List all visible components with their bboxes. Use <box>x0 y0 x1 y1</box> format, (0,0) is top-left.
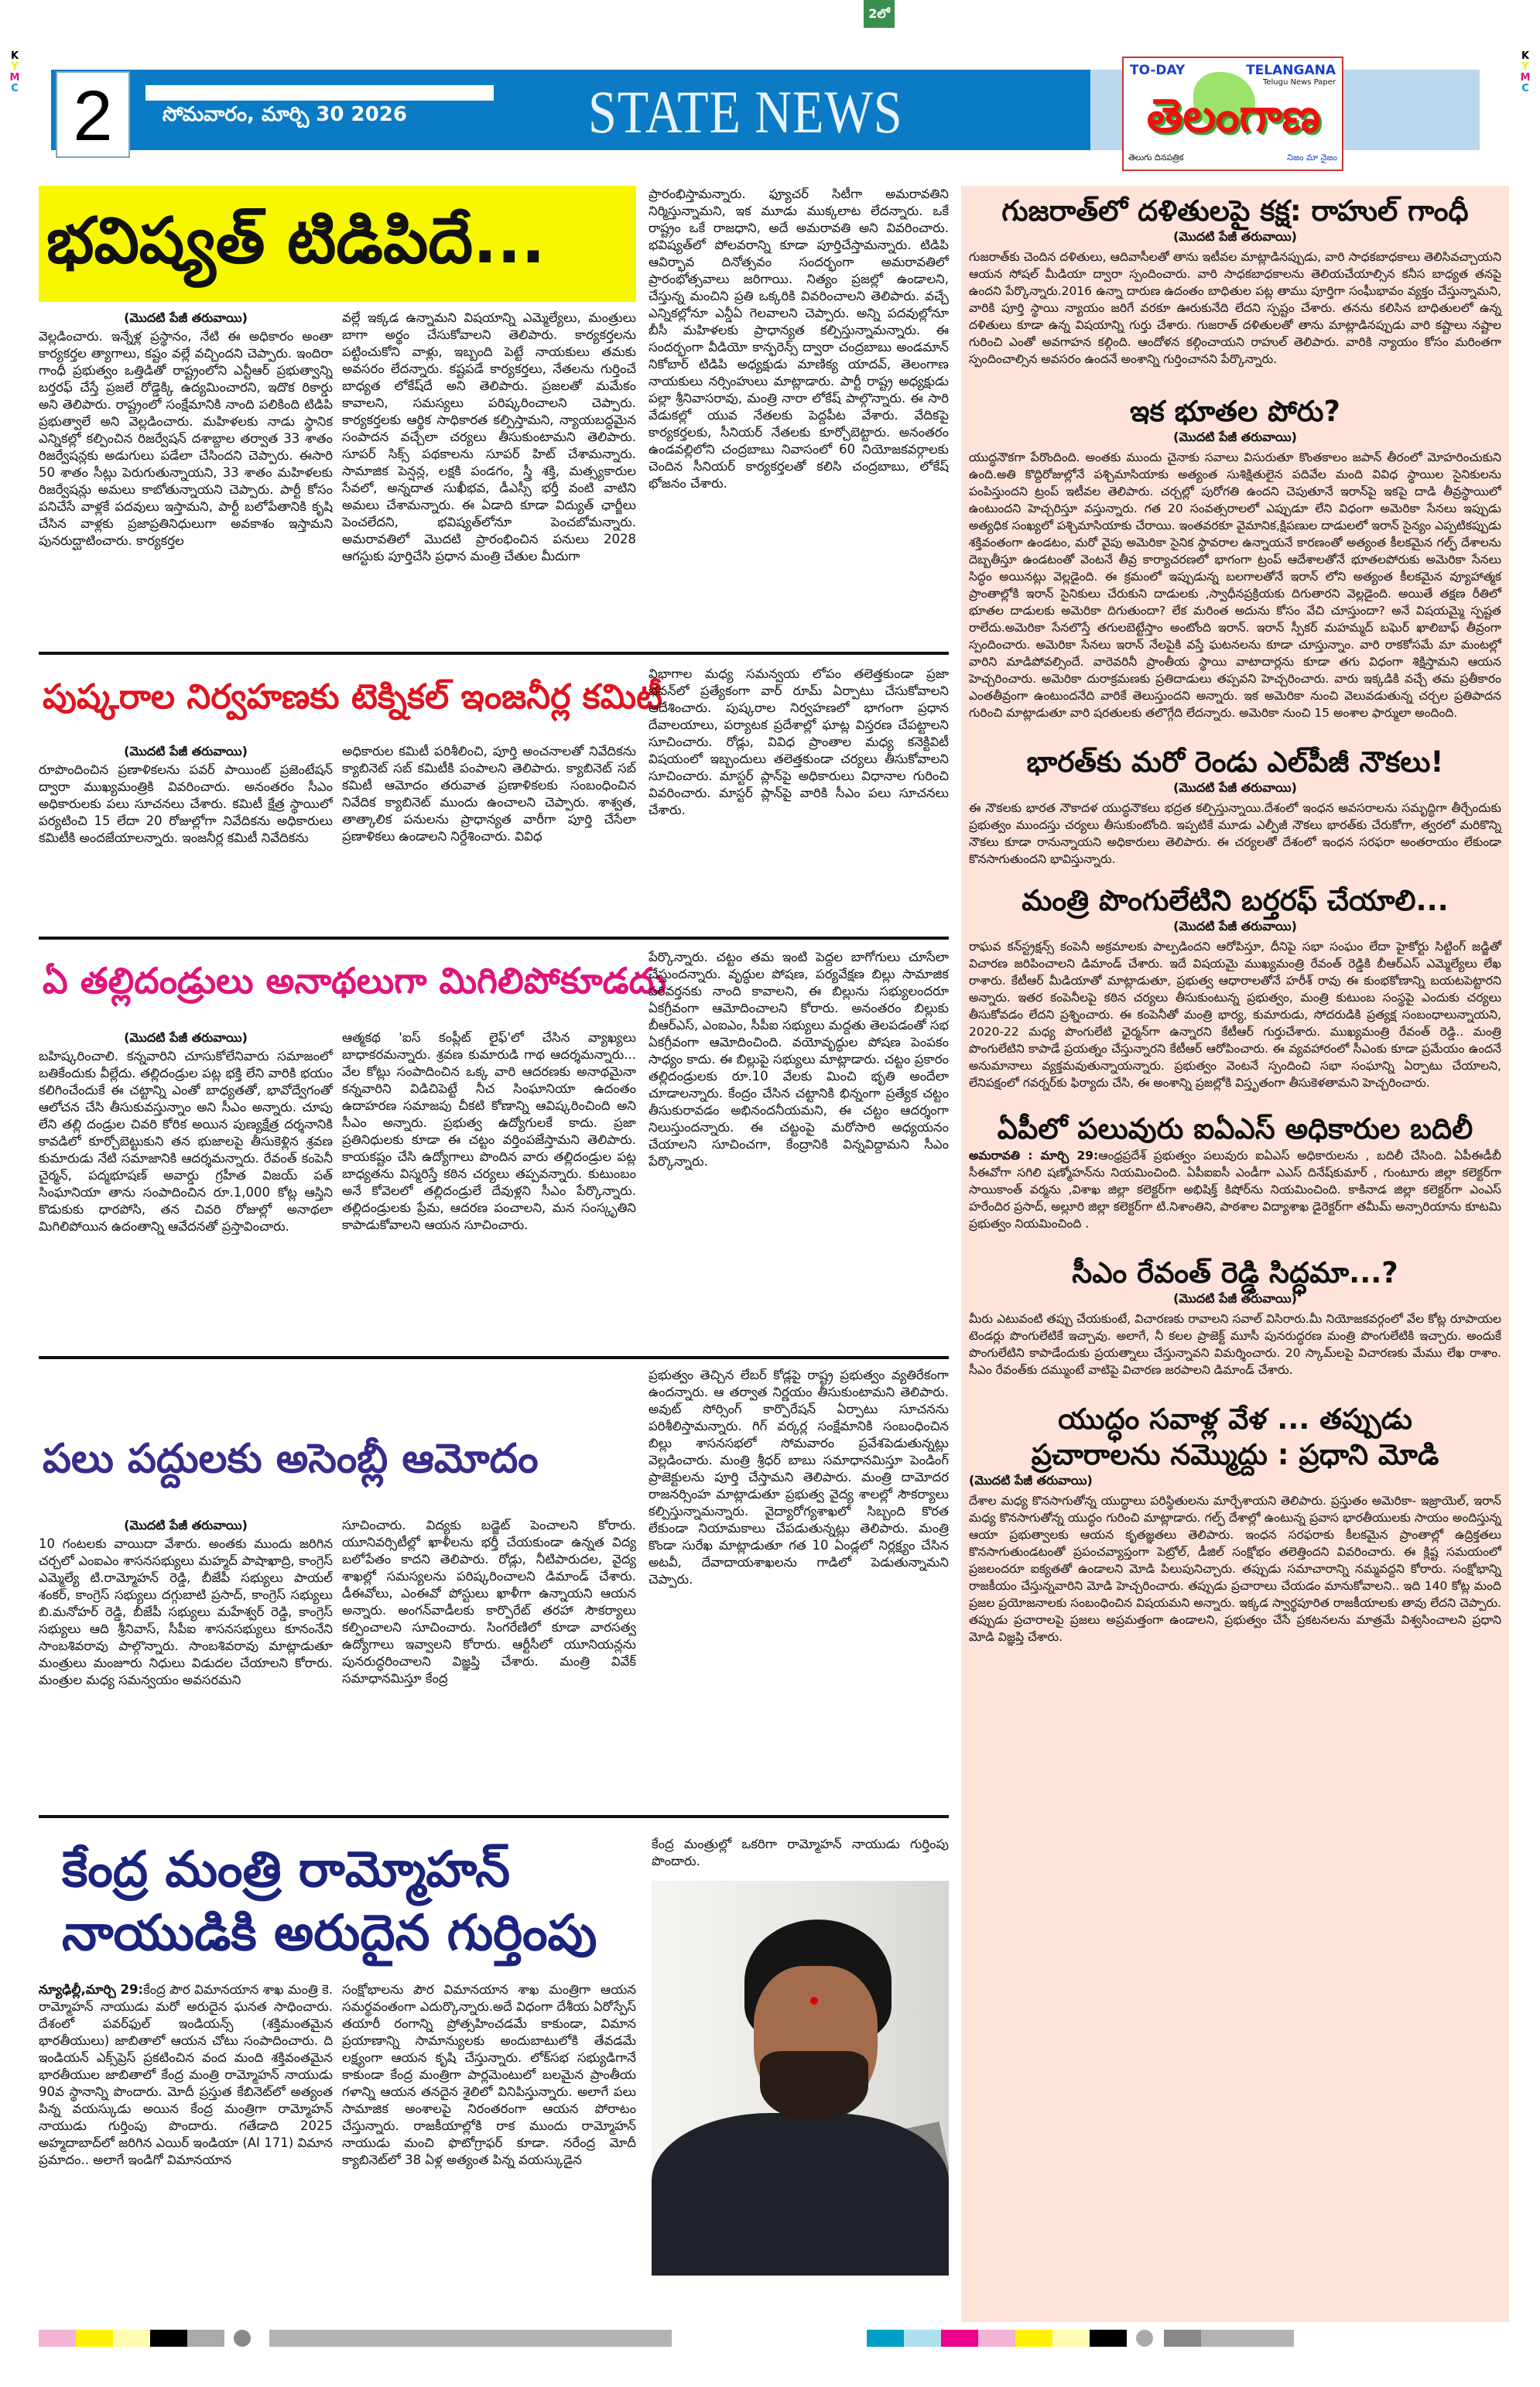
continued-label: (మొదటి పేజీ తరువాయి) <box>1173 430 1297 444</box>
article-column: వల్లే ఇక్కడ ఉన్నామని విషయాన్ని ఎమ్మెల్యేలు, మంత్రులు బాగా అర్థం చేసుకోవాలని తెలిపారు. కార్యకర్తలను పట్టించుకోని వాళ్లు, ఇబ్బంది పెట్టే నాయకులు తమకు అవసరం లేదన్నారు. కష్టపడే కార్యకర్తలు, నేతలను గుర్తించే బాధ్యత లోకేష్‌దే అని తెలిపారు. ప్రజలతో మమేకం కావాలని, సమస్యలు పరిష్కరించాలని చెప్పారు. కార్యకర్తలకు ఆర్థిక సాధికారత కల్పిస్తామని, న్యాయబద్ధమైన సంపాదన వచ్చేలా చర్యలు తీసుకుంటామని తెలిపారు. సూపర్ సిక్స్ పథకాలను సూపర్ హిట్ చేశామన్నారు. సామాజిక పెన్షన్ల, లక్షకి పండగం, స్త్రీ శక్తి, మత్స్యకారుల సేవలో, అన్నదాత సుఖీభవ, డీఎస్సీ భర్తీ వంటి వాటిని అమలు చేశామన్నారు. ఈ ఏడాది కూడా విద్యుత్ ఛార్జీలు పెంచలేదని, భవిష్యత్‌లోనూ పెంచబోమన్నారు. అమరావతిలో మొదటి ప్రారంభించిన పనులు 2028 ఆగస్టుకు పూర్తిచేసి ప్రధాన మంత్రి చేతుల మీదుగా <box>342 310 636 563</box>
color-swatch <box>1015 2330 1052 2347</box>
color-swatch <box>150 2330 187 2347</box>
color-swatch <box>113 2330 150 2347</box>
divider <box>39 652 949 655</box>
continued-label: (మొదటి పేజీ తరువాయి) <box>1173 780 1297 795</box>
sidebar-headline: సీఎం రేవంత్ రెడ్డి సిద్ధమా...? <box>1072 1256 1398 1289</box>
color-swatch <box>39 2330 76 2347</box>
sidebar-article <box>969 1111 1501 1232</box>
logo-footer-right: నిజం మా నైజం <box>1287 152 1337 163</box>
date-strip <box>145 85 494 101</box>
sidebar-article <box>969 394 1501 721</box>
article-column: ప్రభుత్వం తెచ్చిన లేబర్ కోడ్లపై రాష్ట్ర ప్రభుత్వం వ్యతిరేకంగా ఉందన్నారు. ఆ తర్వాత నిర్ణయం తీసుకుంటామని తెలిపారు. అవుట్ సోర్సింగ్ కార్పొరేషన్ ఏర్పాటు సూచనను పరిశీలిస్తామన్నారు. గిగ్ వర్కర్ల సంక్షేమానికి సంబంధించిన బిల్లు శాసనసభలో సోమవారం ప్రవేశపెడుతున్నట్లు వెల్లడించారు. మంత్రి శ్రీధర్ బాబు సమాధానమిస్తూ పెండింగ్ ప్రాజెక్టులను పూర్తి చేస్తామని తెలిపారు. మంత్రి దామోదర రాజనర్సింహ మాట్లాడుతూ ప్రభుత్వ వైద్య శాలల్లో సౌకర్యాలు కల్పిస్తున్నామన్నారు. వైద్యారోగ్యశాఖలో సిబ్బంది కొరత లేకుండా నియామకాలు చేపడుతున్నట్లు తెలిపారు. మంత్రి కొండా సురేఖ మాట్లాడుతూ గత 10 ఏండ్లలో నిర్లక్ష్యం చేసిన అటవీ, దేవాదాయశాఖలను గాడిలో పెడుతున్నామని చెప్పారు. <box>649 1368 949 1587</box>
page-number: 2 <box>56 71 130 158</box>
logo-name: తెలంగాణ <box>1146 89 1321 143</box>
article-column: సూచించారు. విద్యకు బడ్జెట్ పెంచాలని కోరారు. యూనివర్సిటీల్లో ఖాళీలను భర్తీ చేయకుండా ఉన్నత విద్య బలోపేతం కాదని తెలిపారు. రోడ్లు, నీటిపారుదల, వైద్య శాఖల్లో సమస్యలను పరిష్కరించాలని డిమాండ్ చేశారు. డీఈవోలు, ఎంఈవో పోస్టులు ఖాళీగా ఉన్నాయని ఆయన అన్నారు. అంగన్‌వాడీలకు కార్పొరేట్ తరహా సౌకర్యాలు కల్పించాలని సూచించారు. సింగరేణిలో కూడా వారసత్వ ఉద్యోగాలు ఇవ్వాలని కోరారు. ఆర్టీసీలో యూనియన్లను పునరుద్ధరించాలని విజ్ఞప్తి చేశారు. మంత్రి వివేక్ సమాధానమిస్తూ కేంద్ర <box>342 1518 636 1686</box>
page-tag: 2లో <box>864 0 895 28</box>
sidebar-article <box>969 1402 1501 1646</box>
continued-label: (మొదటి పేజీ తరువాయి) <box>969 1473 1093 1488</box>
color-swatch <box>234 2330 251 2347</box>
article-column: ప్రారంభిస్తామన్నారు. ఫ్యూచర్ సిటీగా అమరావతిని నిర్మిస్తున్నామని, ఇక మూడు ముక్కలాట లేదన్నారు. ఒకే రాష్ట్రం ఒకే రాజధాని, అదే అమరావతి అని వివరించారు. భవిష్యత్‌లో పోలవరాన్ని కూడా పూర్తిచేస్తామన్నారు. టిడిపి ఆవిర్భావ దినోత్సవం సందర్భంగా అమరావతిలో ప్రారంభోత్సవాలు జరిగాయి. నిత్యం ప్రజల్లో ఉండాలని, చేస్తున్న మంచిని ప్రతి ఒక్కరికి వివరించాలని తెలిపారు. వచ్చే ఎన్నికల్లోనూ ఎన్డీఏ గెలవాలని చెప్పారు. అన్ని పదవుల్లోనూ బీసీ మహిళలకు ప్రాధాన్యత కల్పిస్తున్నామన్నారు. ఈ సందర్భంగా వీడియో కాన్ఫరెన్స్ ద్వారా చంద్రబాబు అండమాన్ నికోబార్ టిడిపి అధ్యక్షుడు మాణిక్య యాదవ్, తెలంగాణ నాయకులు నర్సింహులు మాట్లాడారు. పార్టీ రాష్ట్ర అధ్యక్షుడు పల్లా శ్రీనివాసరావు, మంత్రి నారా లోకేష్ పాల్గొన్నారు. ఈ సారి వేడుకల్లో యువ నేతలకు పెద్దపీట వేశారు. వేదికపై కార్యకర్తలకు, సీనియర్ నేతలకు కూర్చోబెట్టారు. అనంతరం ఉండవల్లిలోని చంద్రబాబు నివాసంలో 60 నియోజకవర్గాలకు చెందిన సీనియర్ కార్యకర్తలతో కలిసి చంద్రబాబు, లోకేష్ భోజనం చేశారు. <box>649 187 949 491</box>
sidebar-body: యుద్ధనౌకగా పేరొందింది. అంతకు ముందు చైనాకు సవాలు విసురుతూ కొంతకాలం జపాన్ తీరంలో మోహరించుకుని ఉంది.అతి కొద్దిరోజుల్లోనే పశ్చిమాసియాకు అత్యంత సుశిక్షితులైన పదివేల మంది వివిధ స్థాయిల సైనికులను పంపిస్తుందని ట్రంప్ ఇటీవల తెలిపారు. చర్చల్లో పురోగతి ఉందని చెపుతూనే ఇరాన్‌పై ఇకపై దాడి తీవ్రస్థాయిలో ఉంటుందని హెచ్చరిస్తూ వస్తున్నారు. గత 20 సంవత్సరాలలో ఎప్పుడూ లేని విధంగా అమెరికా సేనలు ఇప్పుడు అత్యధిక సంఖ్యలో పశ్చిమాసియాకు చేరాయి. ఇంతవరకూ వైమానిక,క్షిపణుల దాడులలో ఇరాన్ సైన్యం ఎప్పటికప్పుడు శక్తివంతంగా ఉండటం, మరో వైపు అమెరికా సైనిక స్థావరాల ఉన్నాయనే కారణంతో అత్యంత కీలకమైన గల్ఫ్ దేశాలను దెబ్బతీస్తూ ఉండటంతో వెంటనే తీవ్ర కార్యాచరణలో భాగంగా ట్రంప్ ఆదేశాలతోనే భూతలపోరుకు అమెరికా సేనలు సిద్ధం అయినట్లు వెల్లడైంది. ఈ క్రమంలో ఇప్పుడున్న బలగాలతోనే ఇరాన్ లోని అత్యంత కీలకమైన వ్యూహాత్మక ప్రాంతాల్లోకి ఇరాన్ సైనికులు చేరుకుని దాడులకు ,స్వాధీనప్రక్రియకు దిగుతారని వెల్లడైంది. అయితే తక్షణ రీతిలో భూతల దాడులకు అమెరికా దిగుతుందా? లేక మరింత అదును కోసం వేచి చూస్తుందా? అనే విషయమ్మై స్పష్టత రాలేదు.అమెరికా సేనలొస్తే తగులబెట్టేస్తాం అంటోంది ఇరాన్. ఇరాన్ స్పీకర్ మహమ్మద్ బఘెర్ ఖాలిబాఫ్ తీవ్రంగా స్పందించారు. అమెరికా సేనలు ఇరాన్ నేలపైకి వస్తే ఘటనలను కూడా చూస్తున్నాం. వారి రాకకోసమే మా మంటల్లో వారిని మాడిపోవల్సిందే. వారెవరినీ ప్రాంతీయ స్థాయి వాటాదార్లను కూడా తగు విధంగా శిక్షిస్తామని ఆయన హెచ్చరించారు. అమెరికా దురాక్రమణకు ప్రతిదాడులు తప్పవని హెచ్చరించారు. వారు ఇక్కడికి వచ్చే తమ ప్రతీకారం ఎంతతీవ్రంగా ఉంటుందనేది వారికే తెలుస్తుందని అన్నారు. ఇక అమెరికా నుంచి వెలువడుతున్న చర్చల ప్రతిపాదన గురించి మాట్లాడుతూ వారి షరతులకు తలొగ్గేది లేదన్నారు. అమెరికా నుంచి 15 అంశాల ఫార్ములా అందింది. <box>969 450 1501 720</box>
color-swatch <box>1136 2330 1153 2347</box>
color-swatch <box>1164 2330 1201 2347</box>
dateline: న్యూఢిల్లీ,మార్చి 29: <box>39 1982 144 1997</box>
continued-label: (మొదటి పేజీ తరువాయి) <box>124 1030 248 1045</box>
cmyk-marks-left: K Y M C <box>9 50 20 94</box>
headline-rammohan: కేంద్ర మంత్రి రామ్మోహన్ నాయుడికి అరుదైన గుర్తింపు <box>62 1841 597 1962</box>
article-column: (మొదటి పేజీ తరువాయి) వెల్లడించారు. ఇన్నేళ్ల ప్రస్థానం, నేటి ఈ అధికారం అంతా కార్యకర్తల త్యాగాలు, కష్టం వల్లే వచ్చిందని చెప్పారు. ఇందిరా గాంధీ ప్రభుత్వం ఒత్తిడితో రాష్ట్రంలోని ఎన్టీఆర్ ప్రభుత్వాన్ని బర్తరఫ్ చేస్తే ప్రజలే రోడ్డెక్కి ఉద్యమించారని, ఇదొక రికార్డు అని తెలిపారు. రాష్ట్రంలో సంక్షేమానికి నాంది పలికింది టిడిపి ప్రభుత్వాలే అని వెల్లడించారు. మహిళలకు నాడు స్థానిక ఎన్నికల్లో కల్పించిన రిజర్వేషన్ దశాబ్దాల తర్వాత 33 శాతం రిజర్వేషన్లకు అడుగులు పడేలా చేసిందని చెప్పారు. ఈసారి 50 శాతం సీట్లు పెరుగుతున్నాయని, 33 శాతం మహిళలకు రిజర్వేషన్లు అమలు కాబోతున్నాయని చెప్పారు. పార్టీ కోసం పనిచేసే వాళ్లకే పదవులు ఇస్తామని, పార్టీ బలోపేతానికి కృషి చేసిన వాళ్లకు ప్రజాప్రతినిధులుగా అవకాశం ఇస్తామని పునరుద్ఘాటించారు. కార్యకర్తల <box>39 310 333 548</box>
color-swatch <box>1090 2330 1127 2347</box>
color-swatch <box>904 2330 941 2347</box>
section-title: STATE NEWS <box>588 78 903 146</box>
article-column: అధికారుల కమిటీ పరిశీలించి, పూర్తి అంచనాలతో నివేదికను క్యాబినెట్ సబ్ కమిటీకి పంపాలని తెలిపారు. క్యాబినెట్ సబ్ కమిటీ ఆమోదం తరువాత ప్రణాళికలకు సంబంధించిన నివేదిక క్యాబినెట్ ముందు ఉంచాలని చెప్పారు. శాశ్వత, తాత్కాలిక పనులను ప్రాధాన్యత వారీగా పూర్తి చేసేలా ప్రణాళికలు ఉండాలని నిర్దేశించారు. వివిధ <box>342 744 636 844</box>
color-swatch <box>187 2330 224 2347</box>
sidebar-body: దేశాల మధ్య కొనసాగుతోన్న యుద్ధాలు పరిస్థితులను మార్చేశాయని తెలిపారు. ప్రస్తుతం అమెరికా- ఇజ్రాయెల్, ఇరాన్ మధ్య కొనసాగుతోన్న యుద్ధం గురించి మాట్లాడారు. గల్ఫ్ దేశాల్లో ఉంటున్న ప్రవాస భారతీయులకు సాయం అందిస్తున్న ఆయా ప్రభుత్వాలకు ఆయన కృతజ్ఞతలు తెలిపారు. ఇంధన సరఫరాకు కీలకమైన ప్రాంతాల్లో ఉద్రిక్తతలు కొనసాగుతుండటంతో ప్రపంచవ్యాప్తంగా పెట్రోల్, డీజిల్ సంక్షోభం తలెత్తిందని వివరించారు. ఈ క్లిష్ట సమయంలో ప్రజలందరూ ఐక్యతతో ఉండాలని మోడి పిలుపునిచ్చారు. తప్పుడు సమాచారాన్ని నమ్మవద్దని కోరారు. సంక్షోభాన్ని రాజకీయం చేస్తున్నవారిని మోడి హెచ్చరించారు. తప్పుడు ప్రచారాలు చేయడం మానుకోవాలని.. ఇది 140 కోట్ల మంది ప్రజల ప్రయోజనాలకు సంబంధించిన విషయమని అన్నారు. ఇక్కడ స్వార్థపూరిత రాజకీయాలకు తావు లేదని చెప్పారు. తప్పుడు ప్రచారాలపై ప్రజలు అప్రమత్తంగా ఉండాలని, ప్రభుత్వం చేసే ప్రకటనలను మాత్రమే విశ్వసించాలని ప్రధాని మోడి విజ్ఞప్తి చేశారు. <box>969 1494 1501 1644</box>
divider <box>39 937 949 940</box>
logo-telangana: TELANGANA <box>1246 63 1336 78</box>
article-column: విభాగాల మధ్య సమన్వయ లోపం తలెత్తకుండా ప్రజా భవన్‌లో ప్రత్యేకంగా వార్ రూమ్ ఏర్పాటు చేసుకోవాలని ఆదేశించారు. పుష్కరాల నిర్వహణలో భాగంగా ప్రధాన దేవాలయాలు, పర్యాటక ప్రదేశాల్లో ఘాట్ల విస్తరణ చేపట్టాలని సూచించారు. రోడ్లు, వివిధ ప్రాంతాల మధ్య కనెక్టివిటీ విషయంలో ఇబ్బందులు తలెత్తకుండా చర్యలు తీసుకోవాలని సూచించారు. మాస్టర్ ప్లాన్‌పై అధికారులు విధానాల గురించి వివరించారు. మాస్టర్ ప్లాన్‌పై వారికి సీఎం పలు సూచనలు చేశారు. <box>649 666 949 817</box>
color-swatch <box>978 2330 1015 2347</box>
sidebar-headline: మంత్రి పొంగులేటిని బర్తరఫ్ చేయాలి... <box>1022 884 1449 917</box>
cmyk-marks-right: K Y M C <box>1520 50 1531 94</box>
color-swatch <box>1052 2330 1090 2347</box>
color-swatch <box>941 2330 978 2347</box>
headline-parents: ఏ తల్లిదండ్రులు అనాథలుగా మిగిలిపోకూడదు <box>43 960 667 1002</box>
continued-label: (మొదటి పేజీ తరువాయి) <box>124 310 248 325</box>
headline-assembly: పలు పద్దులకు అసెంబ్లీ ఆమోదం <box>43 1436 539 1482</box>
sidebar-headline: యుద్ధం సవాళ్ల వేళ ... తప్పుడు ప్రచారాలను నమ్మొద్దు : ప్రధాని మోడి <box>1031 1402 1439 1471</box>
sidebar-body: రాఘవ కన్‌స్ట్రక్షన్స్ కంపెనీ అక్రమాలకు పాల్పడిందని ఆరోపిస్తూ, దీనిపై సభా సంఘం లేదా హైకోర్టు సిట్టింగ్ జడ్జితో విచారణ జరిపించాలని డిమాండ్ చేశారు. ఇదే విషయమై ముఖ్యమంత్రి రేవంత్ రెడ్డికి బీఆర్ఎస్ ఎమ్మెల్యేలు లేఖ రాశారు. కేటీఆర్ మీడియాతో మాట్లాడుతూ, ప్రభుత్వ ఆధారాలతోనే హరీశ్ రావు ఈ కుంభకోణాన్ని బయటపెట్టారని అన్నారు. ఇతర కంపెనీలపై కఠిన చర్యలు తీసుకుంటున్న ప్రభుత్వం, మంత్రి కుటుంబ సంస్థపై ఎందుకు చర్యలు తీసుకోవడం లేదని ప్రశ్నించారు. ఈ కంపెనీతో మంత్రి భార్య, కుమారుడు, సోదరుడికి ప్రత్యక్ష సంబంధాలున్నాయని, 2020-22 మధ్య పొంగులేటి ఛైర్మన్‌గా ఉన్నారని కేటీఆర్ గుర్తుచేశారు. ముఖ్యమంత్రి రేవంత్ రెడ్డి.. మంత్రి పొంగులేటిని కాపాడే ప్రయత్నం చేస్తున్నారని కేటీఆర్ ఆరోపించారు. ఈ వ్యవహారంలో సీఎంకు కూడా ప్రమేయం ఉందనే అనుమానాలు వ్యక్తమవుతున్నాయన్నారు. ప్రభుత్వం వెంటనే స్పందించి సభా సంఘాన్ని ఏర్పాటు చేయాలని, లేనిపక్షంలో గవర్నర్‌కు ఫిర్యాదు చేసి, ఈ అంశాన్ని ప్రజల్లోకి విస్తృతంగా తీసుకెళతామని హెచ్చరించారు. <box>969 940 1501 1090</box>
sidebar-headline: భారత్‌కు మరో రెండు ఎల్‌పీజీ నౌకలు! <box>1026 745 1444 779</box>
photo-caption: కేంద్ర మంత్రుల్లో ఒకరిగా రామ్మోహన్ నాయుడు గుర్తింపు పొందారు. <box>652 1837 949 1868</box>
sidebar-articles <box>969 193 1501 1646</box>
sidebar-body: అమరావతి : మార్చి 29:ఆంధ్రప్రదేశ్ ప్రభుత్వం పలువురు ఐఏఎస్ అధికారులను , బదిలీ చేసింది. ఏపీఈడీబీ సీఈవోగా సగిలి షణ్మోహన్‌ను నియమించింది. ఏపీఐఐసీ ఎండీగా ఎఎస్ దినేష్‌కుమార్ , గుంటూరు జిల్లా కలెక్టర్‌గా సాయికాంత్ వర్మను ,విశాఖ జిల్లా కలెక్టర్‌గా అభిషిక్త్ కిషోర్‌ను నియమించింది. కాకినాడ జిల్లా కలెక్టర్‌గా ఎంఎస్ హరేందిర ప్రసాద్, అల్లూరి జిల్లా కలెక్టర్‌గా టి.నిశాంతిని, పాఠశాల విద్యాశాఖ డైరెక్టర్‌గా తమీమ్ అన్సారియాను కూటమి ప్రభుత్వం నియమించింది . <box>969 1149 1501 1231</box>
continued-label: (మొదటి పేజీ తరువాయి) <box>124 1518 248 1533</box>
masthead-logo <box>1122 57 1343 171</box>
article-column: (మొదటి పేజీ తరువాయి) బహిష్కరించాలి. కన్నవారిని చూసుకోలేనివారు సమాజంలో బతికేందుకు వీల్లేదు. తల్లిదండ్రుల పట్ల భక్తి లేని వారికి భయం కలిగించేందుకే ఈ చట్టాన్ని ఎంతో బాధ్యతతో, భావోద్వేగంతో ఆలోచన చేసి తీసుకువస్తున్నాం అని సీఎం అన్నారు. చూపు లేని తల్లి దండ్రుల చివరి కోరిక అయిన పుణ్యక్షేత్ర దర్శనానికి కావడిలో కూర్చోబెట్టుకుని తన భుజాలపై తీసుకెళ్లిన శ్రవణ కుమారుడు నేటి సమాజానికి ఆదర్శమన్నారు. రేవంత్ కంపెనీ చైర్మన్, పద్మభూషణ్ అవార్డు గ్రహీత విజయ్ పత్ సింఘానియా తాను సంపాదించిన రూ.1,000 కోట్ల ఆస్తిని కొడుకుకు ధారపోసి, తన చివరి రోజుల్లో అనాథలా మిగిలిపోయిన ఉదంతాన్ని ఆవేదనతో ప్రస్తావించారు. <box>39 1030 333 1234</box>
sidebar-article <box>969 883 1501 1091</box>
color-swatch <box>76 2330 113 2347</box>
divider <box>39 1815 949 1818</box>
sidebar-headline: గుజరాత్‌లో దళితులపై కక్ష: రాహుల్ గాంధీ <box>1001 194 1469 228</box>
logo-subtitle: Telugu News Paper <box>1262 78 1336 87</box>
continued-label: (మొదటి పేజీ తరువాయి) <box>124 744 248 759</box>
headline-pushkaralu: పుష్కరాల నిర్వహణకు టెక్నికల్ ఇంజనీర్ల కమిటీ <box>43 677 663 717</box>
sidebar-headline: ఏపీలో పలువురు ఐఏఎస్ అధికారుల బదిలీ <box>997 1112 1473 1146</box>
issue-date: సోమవారం, మార్చి 30 2026 <box>163 103 407 126</box>
sidebar-body: గుజరాత్‌కు చెందిన దళితులు, ఆదివాసీలతో తాను ఇటీవల మాట్లాడినప్పుడు, వారి సాధకబాధకాలు తెలిసివచ్చాయని ఆయన సోషల్ మీడియా ద్వారా స్పందించారు. వారి సాధకబాధకాలను తెలియచేయాల్సిన కనీస బాధ్యత తనపై ఉందని పేర్కొన్నారు.2016 ఉన్నా దారుణ ఉదంతం బాధితుల పట్ల తాము పూర్తిగా సంఘీభావం వ్యక్తం చేస్తున్నామని, వారికి పూర్తి స్థాయి న్యాయం జరిగే వరకూ ఊరుకునేది లేదని స్పష్టం చేశారు. తనను కలిసిన బాధితులలో ఉన్న దళితులు కూడా ఉన్న విషయాన్ని గుర్తు చేశారు. గుజరాత్ దళితులతో తాను మాట్లాడినప్పుడు వారి కష్టాలు నష్టాల గురించి ఎంతో అవగాహన కల్గింది. ఆందోళన కల్గించాయని రాహుల్ తెలిపారు. వారికి న్యాయం కోసం మరింతగా స్పందించాల్సిన అవసరం ఉందనే అంశాన్ని గుర్తించానని పేర్కొన్నారు. <box>969 250 1501 366</box>
continued-label: (మొదటి పేజీ తరువాయి) <box>1173 1291 1297 1306</box>
sidebar-article <box>969 1255 1501 1378</box>
article-column: (మొదటి పేజీ తరువాయి) 10 గంటలకు వాయిదా వేశారు. అంతకు ముందు జరిగిన చర్చలో ఎంఐఎం శాసనసభ్యులు మహ్మద్ పాషాఖాద్రి, కాంగ్రెస్ ఎమ్మెల్యే టి.రామ్మోహన్ రెడ్డి, బీజేపీ సభ్యులు పాయల్ శంకర్, కాంగ్రెస్ సభ్యులు దగ్గుబాటి ప్రసాద్, కాంగ్రెస్ సభ్యులు బి.మనోహర్ రెడ్డి, బీజేపీ సభ్యులు మహేశ్వర్ రెడ్డి, కాంగ్రెస్ సభ్యులు ఆది శ్రీనివాస్, సీపీఐ శాసనసభ్యులు కూనంనేని సాంబశివరావు పాల్గొన్నారు. సాంబశివరావు మాట్లాడుతూ మంత్రులు మంజూరు నిధులు విడుదల చేయాలని కోరారు. మంత్రుల మధ్య సమన్వయం అవసరమని <box>39 1518 333 1687</box>
divider <box>39 1356 949 1359</box>
logo-footer-left: తెలుగు దినపత్రిక <box>1128 152 1184 163</box>
color-swatch <box>269 2330 672 2347</box>
article-column: సంక్షోభాలను పౌర విమానయాన శాఖ మంత్రిగా ఆయన సమర్థవంతంగా ఎదుర్కొన్నారు.అదే విధంగా దేశీయ ఏరోస్పేస్ తయారీ రంగాన్ని ప్రోత్సహించడమే కాకుండా, విమాన ప్రయాణాన్ని సామాన్యులకు అందుబాటులోకి తేవడమే లక్ష్యంగా ఆయన కృషి చేస్తున్నారు. లోక్‌సభ సభ్యుడిగానే కాకుండా కేంద్ర మంత్రిగా పార్లమెంటులో బలమైన ప్రాంతీయ గళాన్ని ఆయన తనదైన శైలిలో వినిపిస్తున్నారు. అలాగే పలు సామాజిక అంశాలపై నిరంతరంగా ఆయన పోరాటం చేస్తున్నారు. రాజకీయాల్లోకి రాక ముందు రామ్మోహన్ నాయుడు మంచి ఫొటోగ్రాఫర్ కూడా. నరేంద్ర మోదీ క్యాబినెట్‌లో 38 ఏళ్ల అత్యంత పిన్న వయస్కుడైన <box>342 1982 636 2167</box>
color-swatch <box>1201 2330 1294 2347</box>
sidebar-headline: ఇక భూతల పోరు? <box>1130 395 1340 428</box>
continued-label: (మొదటి పేజీ తరువాయి) <box>1173 229 1297 244</box>
color-swatch <box>867 2330 904 2347</box>
sidebar-body: ఈ నౌకలకు భారత నౌకాదళ యుద్ధనౌకలు భద్రత కల్పిస్తున్నాయి.దేశంలో ఇంధన అవసరాలను సమృద్ధిగా తీర్చేందుకు ప్రభుత్వం ముందస్తు చర్యలు తీసుకుంటోంది. ఇప్పటికే మూడు ఎల్పీజీ నౌకలు భారత్‌కు చేరుకోగా, త్వరలో మరికొన్ని నౌకలు కూడా రానున్నాయని అధికారులు తెలిపారు. ఈ చర్యలతో దేశంలో ఇంధన సరఫరా అంతరాయం లేకుండా కొనసాగుతుందని భావిస్తున్నారు. <box>969 801 1501 866</box>
continued-label: (మొదటి పేజీ తరువాయి) <box>1173 919 1297 933</box>
article-column: ఆత్మకథ 'ఐస్ కంప్లీట్ లైఫ్'లో చేసిన వ్యాఖ్యలు బాధాకరమన్నారు. శ్రవణ కుమారుడి గాథ ఆదర్శమన్నారు... వేల కోట్లు సంపాదించిన ఒక్క వారి ఆదరణకు అనాథమైనా కన్నవారిని విడిచిపెట్టే నీచ సింఘానియా ఉదంతం ఉదాహరణ సమాజపు చీకటి కోణాన్ని ఆవిష్కరించింది అని సీఎం అన్నారు. ప్రభుత్వ ఉద్యోగులకే కాదు. ప్రజా ప్రతినిధులకు కూడా ఈ చట్టం వర్తింపజేస్తామని తెలిపారు. కాయకష్టం చేసి ఉద్యోగాలు పొందిన వారు తల్లిదండ్రుల పట్ల బాధ్యతను విస్మరిస్తే కఠిన చర్యలు తప్పవన్నారు. కుటుంబం అనే కోవెలలో తల్లిదండ్రులే దేవుళ్లని సీఎం పేర్కొన్నారు. తల్లిదండ్రులకు ప్రేమ, ఆదరణ పంచాలని, మన సంస్కృతిని కాపాడుకోవాలని ఆయన సూచించారు. <box>342 1030 636 1232</box>
logo-today: TO-DAY <box>1130 63 1186 78</box>
article-column: న్యూఢిల్లీ,మార్చి 29:కేంద్ర పౌర విమానయాన శాఖ మంత్రి కె. రామ్మోహన్ నాయుడు మరో అరుదైన ఘనత సాధించారు. దేశంలో పవర్‌ఫుల్ ఇండియన్స్ (శక్తిమంతమైన భారతీయులు) జాబితాలో ఆయన చోటు సంపాదించారు. ది ఇండియన్ ఎక్స్‌ప్రెస్ ప్రకటించిన వంద మంది శక్తివంతమైన భారతీయుల జాబితాలో కేంద్ర మంత్రి రామ్మోహన్ నాయుడు 90వ స్థానాన్ని పొందారు. మోదీ ప్రస్తుత కేబినెట్‌లో అత్యంత పిన్న వయస్కుడు అయిన కేంద్ర మంత్రిగా రామ్మోహన్ నాయుడు గుర్తింపు పొందారు. గతేడాది 2025 అహ్మదాబాద్‌లో జరిగిన ఎయిర్ ఇండియా (AI 171) విమాన ప్రమాదం.. అలాగే ఇండిగో విమానయాన <box>39 1982 333 2167</box>
article-column: (మొదటి పేజీ తరువాయి) రూపొందించిన ప్రణాళికలను పవర్ పాయింట్ ప్రజెంటేషన్ ద్వారా ముఖ్యమంత్రికి వివరించారు. అనంతరం సీఎం అధికారులకు పలు సూచనలు చేశారు. కమిటీ క్షేత్ర స్థాయిలో పర్యటించి 15 లేదా 20 రోజుల్లోగా నివేదికను అధికారులు కమిటీకి అందజేయాలన్నారు. ఇంజనీర్ల కమిటీ నివేదికను <box>39 744 333 845</box>
article-column: పేర్కొన్నారు. చట్టం తమ ఇంటి పెద్దల బాగోగులు చూసేలా చేస్తుందన్నారు. వృద్ధుల పోషణ, పర్యవేక్షణ బిల్లు సామాజిక పరివర్తనకు నాంది కావాలని, ఈ బిల్లును సభ్యులందరూ ఏకగ్రీవంగా ఆమోదించాలని కోరారు. అనంతరం బిల్లుకు బీఆర్ఎస్, ఎంఐఎం, సీపీఐ సభ్యులు మద్దతు తెలపడంతో సభ ఏకగ్రీవంగా ఆమోదించింది. వయోవృద్ధుల పోషణ పెంపకం సాధ్యం కాదు. ఈ బిల్లుపై సభ్యులు మాట్లాడారు. చట్టం ప్రకారం తల్లిదండ్రులకు రూ.10 వేలకు మించి భృతి అందేలా చూడాలన్నారు. కేంద్రం చేసిన చట్టానికి భిన్నంగా ప్రత్యేక చట్టం తీసుకురావడం అభినందనీయమని, ఈ చట్టం ఆదర్శంగా నిలుస్తుందన్నారు. ఈ చట్టంపై మరోసారి అధ్యయనం చేయాలని సూచించగా, కేంద్రానికి విన్నవిద్దామని సీఎం పేర్కొన్నారు. <box>649 950 949 1169</box>
sidebar-article <box>969 193 1501 368</box>
sidebar-article <box>969 745 1501 868</box>
sidebar-body: మీరు ఎటువంటి తప్పు చేయకుంటే, విచారణకు రావాలని సవాల్ విసిరారు.మీ నియోజకవర్గంలో వేల కోట్ల రూపాయల టెండర్లు పొంగులేటికే ఇచ్చావు. అలాగే, నీ కలల ప్రాజెక్ట్ మూసీ పునరుద్ధరణ మంత్రి పొంగులేటికి ఇచ్చారు. అందుకే పొంగులేటిని కాపాడేందుకు ప్రయత్నాలు చేస్తున్నావని విమర్శించారు. 20 స్కామ్‌లపై విచారణకు మేము లేఖ రాశాం. సీఎం రేవంత్‌కు దమ్ముంటే వాటిపై విచారణ జరపాలని డిమాండ్ చేశారు. <box>969 1312 1501 1377</box>
minister-photo <box>652 1881 949 2276</box>
lead-headline: భవిష్యత్ టిడిపిదే... <box>46 204 546 278</box>
